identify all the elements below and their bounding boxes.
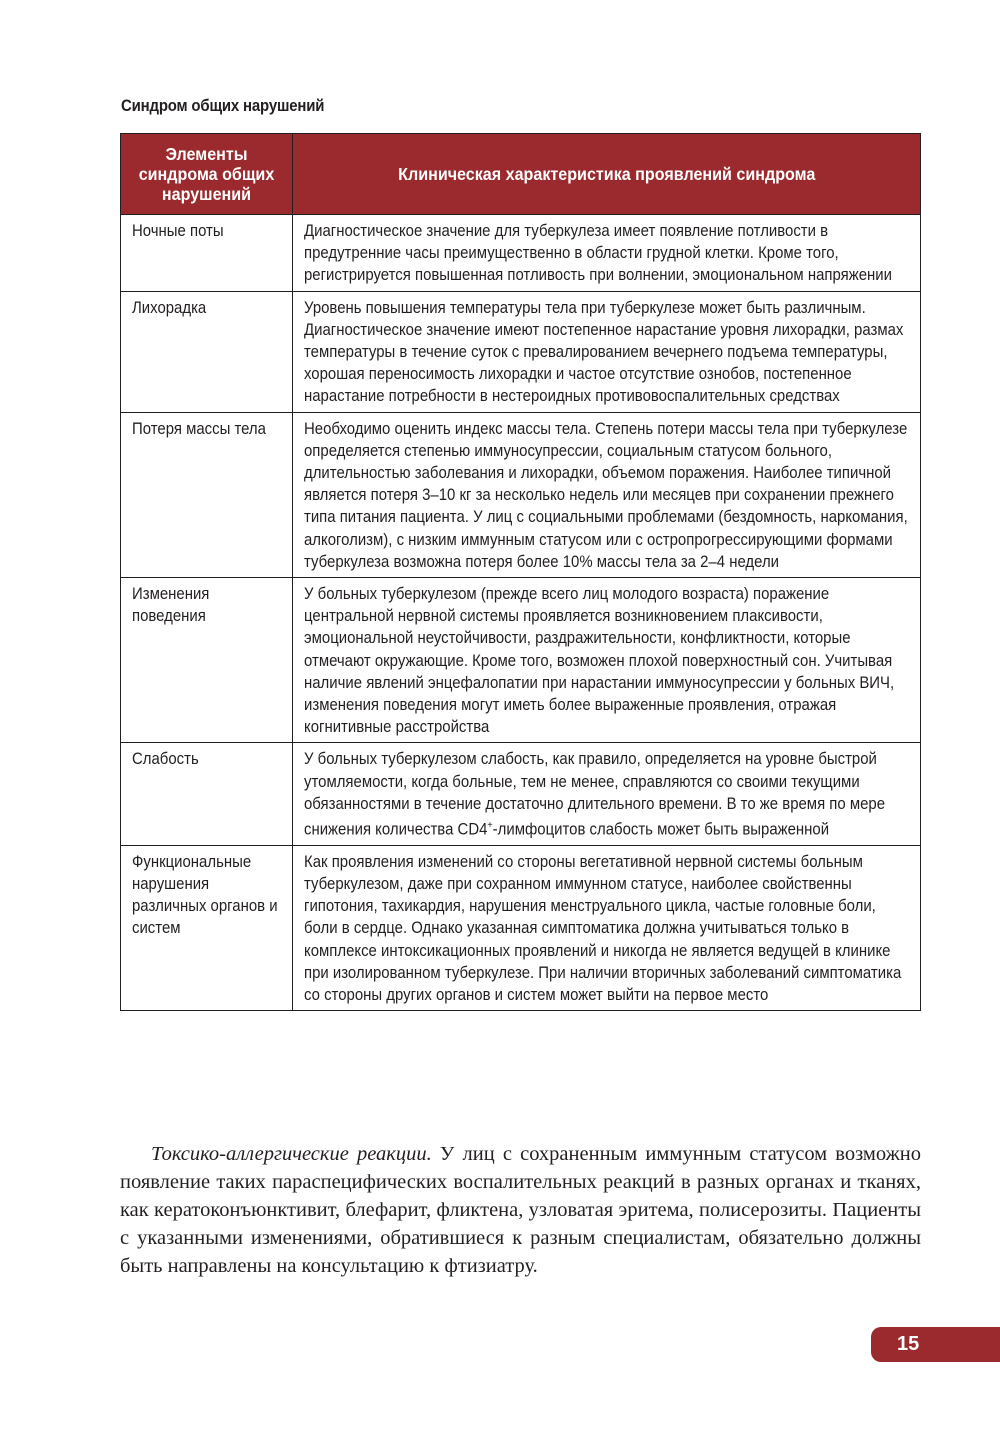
row-text (293, 743, 921, 845)
table-header-row (121, 134, 921, 215)
row-text: У больных туберкулезом (прежде всего лиц молодого возраста) поражение центральной нервной системы проявляется возникновением плаксивости, эмоциональной неустойчивости, раздражительности, конфликтности, которые отмечают окружающие. Кроме того, возможен плохой поверхностный сон. Учитывая наличие явлений энцефалопатии при нарастании иммуносупрессии у больных ВИЧ, изменения поведения могут иметь более выраженные проявления, отражая когнитивные расстройства (293, 578, 921, 743)
row-element: Слабость (121, 743, 293, 845)
table-row (121, 845, 921, 1010)
header-characteristic: Клиническая характеристика проявлений синдрома (293, 134, 921, 215)
row-text-after: -лимфоцитов слабость может быть выраженной (492, 819, 830, 839)
header-element: Элементы синдрома общих нарушений (121, 134, 293, 215)
row-element: Ночные поты (121, 215, 293, 292)
body-paragraph (120, 1140, 921, 1281)
row-text: Как проявления изменений со стороны вегетативной нервной системы больным туберкулезом, даже при сохранном иммунном статусе, наиболее свойственны гипотония, тахикардия, нарушения менструального цикла, частые головные боли, боли в сердце. Однако указанная симптоматика должна учитываться только в комплексе интоксикационных проявлений и никогда не является ведущей в клинике при изолированном туберкулезе. При наличии вторичных заболеваний симптоматика со стороны других органов и систем может выйти на первое место (293, 845, 921, 1010)
row-element: Изменения поведения (121, 578, 293, 743)
row-text: Диагностическое значение для туберкулеза имеет появление потливости в предутренние часы преимущественно в области грудной клетки. Кроме того, регистрируется повышенная потливость при волнении, эмоциональном напряжении (293, 215, 921, 292)
table-row (121, 578, 921, 743)
section-title: Синдром общих нарушений (121, 96, 325, 115)
table-row (121, 291, 921, 412)
table-row (121, 743, 921, 845)
table-row (121, 412, 921, 577)
row-element: Функциональные нарушения различных органов и систем (121, 845, 293, 1010)
paragraph-lead: Токсико-аллергические реакции. (151, 1142, 432, 1165)
row-text-before: У больных туберкулезом слабость, как правило, определяется на уровне быстрой утомляемости, когда больные, тем не менее, справляются со своими текущими обязанностями в течение достаточно длительного времени. В то же время по мере снижения количества CD4 (304, 749, 886, 839)
table-row (121, 215, 921, 292)
syndrome-table (120, 133, 921, 1011)
superscript-plus: + (487, 820, 493, 832)
paragraph-body: У лиц с сохраненным иммунным статусом возможно появление таких параспецифических воспалительных реакций в разных органах и тканях, как кератоконъюнктивит, блефарит, фликтена, узловатая эритема, полисерозиты. Пациенты с указанными изменениями, обратившиеся к разным специалистам, обязательно должны быть направлены на консультацию к фтизиатру. (120, 1142, 921, 1278)
row-text: Необходимо оценить индекс массы тела. Степень потери массы тела при туберкулезе определяется степенью иммуносупрессии, социальным статусом больного, длительностью заболевания и лихорадки, объемом поражения. Наиболее типичной является потеря 3–10 кг за несколько недель или месяцев при сохранении прежнего типа питания пациента. У лиц с социальными проблемами (бездомность, наркомания, алкоголизм), с низким иммунным статусом или с остропрогрессирующими формами туберкулеза возможна потеря более 10% массы тела за 2–4 недели (293, 412, 921, 577)
page-number: 15 (871, 1327, 1000, 1362)
row-element: Потеря массы тела (121, 412, 293, 577)
row-element: Лихорадка (121, 291, 293, 412)
row-text: Уровень повышения температуры тела при туберкулезе может быть различным. Диагностическое значение имеют постепенное нарастание уровня лихорадки, размах температуры в течение суток с превалированием вечернего подъема температуры, хорошая переносимость лихорадки и частое отсутствие ознобов, постепенное нарастание потребности в нестероидных противовоспалительных средствах (293, 291, 921, 412)
